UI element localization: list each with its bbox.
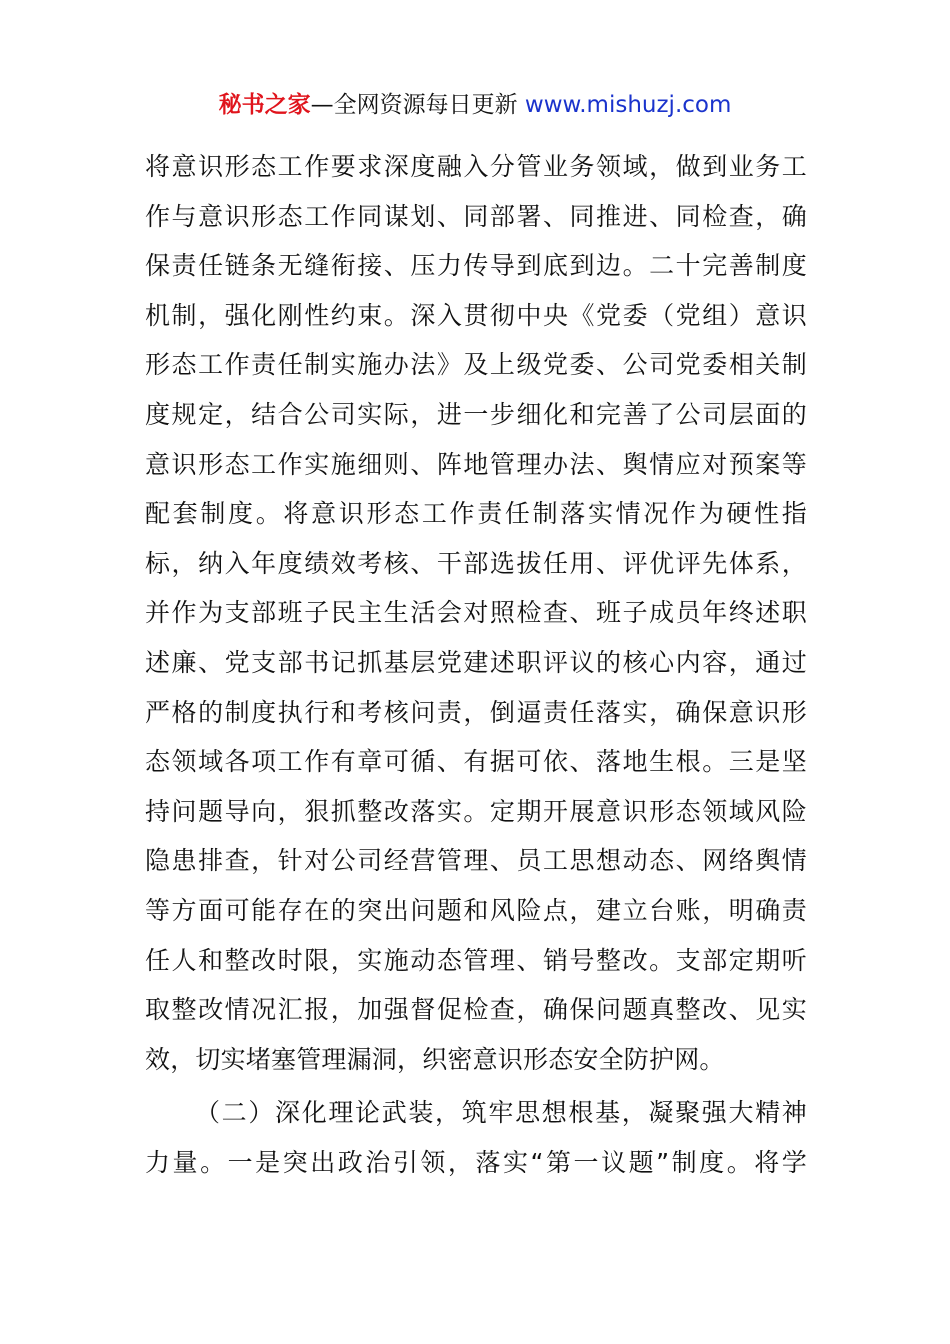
text-line: 力量。一是突出政治引领，落实“第一议题”制度。将学 bbox=[145, 1147, 807, 1177]
paragraph-1 bbox=[145, 142, 807, 1084]
text-line: 效，切实堵塞管理漏洞，织密意识形态安全防护网。 bbox=[145, 1044, 725, 1074]
header-brand: 秘书之家 bbox=[218, 92, 311, 118]
text-line: 标，纳入年度绩效考核、干部选拔任用、评优评先体系， bbox=[145, 548, 807, 578]
text-line: 形态工作责任制实施办法》及上级党委、公司党委相关制 bbox=[145, 350, 807, 380]
text-line: 并作为支部班子民主生活会对照检查、班子成员年终述职 bbox=[145, 598, 807, 628]
paragraph-2 bbox=[145, 1088, 807, 1187]
text-line: 隐患排查，针对公司经营管理、员工思想动态、网络舆情 bbox=[145, 846, 807, 876]
header-site-url[interactable]: www.mishuzj.com bbox=[524, 92, 732, 118]
text-line: 度规定，结合公司实际，进一步细化和完善了公司层面的 bbox=[145, 399, 807, 429]
text-line: 等方面可能存在的突出问题和风险点，建立台账，明确责 bbox=[145, 895, 807, 925]
text-line: 严格的制度执行和考核问责，倒逼责任落实，确保意识形 bbox=[145, 697, 807, 727]
text-line: 机制，强化刚性约束。深入贯彻中央《党委（党组）意识 bbox=[145, 300, 807, 330]
text-line: 取整改情况汇报，加强督促检查，确保问题真整改、见实 bbox=[145, 995, 807, 1025]
text-line: 配套制度。将意识形态工作责任制落实情况作为硬性指 bbox=[145, 499, 807, 529]
header-tagline: —全网资源每日更新 bbox=[310, 92, 518, 118]
text-line: 态领域各项工作有章可循、有据可依、落地生根。三是坚 bbox=[145, 747, 807, 777]
text-line: 任人和整改时限，实施动态管理、销号整改。支部定期听 bbox=[145, 945, 807, 975]
text-line: 作与意识形态工作同谋划、同部署、同推进、同检查，确 bbox=[145, 201, 807, 231]
document-header bbox=[0, 88, 950, 122]
text-line: 意识形态工作实施细则、阵地管理办法、舆情应对预案等 bbox=[145, 449, 807, 479]
text-line: （二）深化理论武装，筑牢思想根基，凝聚强大精神 bbox=[195, 1098, 807, 1128]
document-body bbox=[145, 142, 807, 1187]
text-line: 将意识形态工作要求深度融入分管业务领域，做到业务工 bbox=[145, 152, 807, 181]
text-line: 保责任链条无缝衔接、压力传导到底到边。二十完善制度 bbox=[145, 251, 807, 281]
text-line: 持问题导向，狠抓整改落实。定期开展意识形态领域风险 bbox=[145, 796, 807, 826]
text-line: 述廉、党支部书记抓基层党建述职评议的核心内容，通过 bbox=[145, 647, 807, 677]
